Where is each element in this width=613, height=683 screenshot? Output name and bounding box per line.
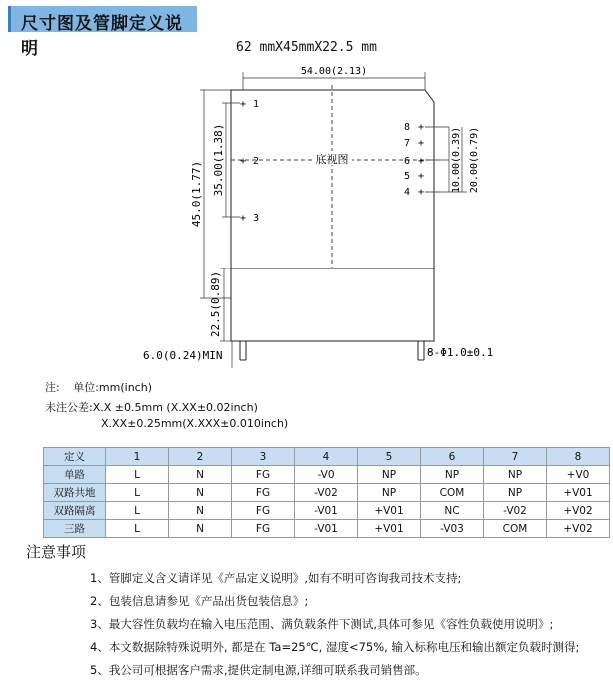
svg-text:+: + <box>417 156 425 167</box>
tolerance-label: 未注公差: <box>45 401 93 414</box>
table-row-label: 单路 <box>44 466 106 484</box>
pin-label-4: 4 <box>403 187 410 198</box>
tolerance-1: X.X ±0.5mm (X.XX±0.02inch) <box>92 401 258 414</box>
table-header: 2 <box>169 448 232 466</box>
side-view-body <box>231 268 434 341</box>
table-cell: L <box>106 466 169 484</box>
table-header: 3 <box>232 448 295 466</box>
section-header <box>8 6 197 59</box>
dim-outer-height: 45.0(1.77) <box>190 160 203 228</box>
table-row-label: 双路共地 <box>44 484 106 502</box>
notice-title: 注意事项 <box>26 543 87 561</box>
table-cell: +V01 <box>358 520 421 538</box>
notice-item-4: 4、本文数据除特殊说明外, 都是在 Ta=25℃, 湿度<75%, 输入标称电压和输出额定负载时测得; <box>90 640 580 654</box>
table-header: 7 <box>484 448 547 466</box>
svg-text:+: + <box>417 187 425 198</box>
table-cell: N <box>169 484 232 502</box>
table-cell: N <box>169 466 232 484</box>
table-cell: L <box>106 484 169 502</box>
table-header: 1 <box>106 448 169 466</box>
table-header: 4 <box>295 448 358 466</box>
table-cell: +V01 <box>358 502 421 520</box>
notice-item-2: 2、包装信息请参见《产品出货包装信息》; <box>90 594 309 608</box>
dim-pin-span: 20.00(0.79) <box>469 126 480 194</box>
pin-label-2: 2 <box>253 156 260 167</box>
table-cell: -V01 <box>295 502 358 520</box>
table-cell: NP <box>484 484 547 502</box>
pin-label-7: 7 <box>403 138 410 149</box>
table-cell: FG <box>232 466 295 484</box>
notice-item-5: 5、我公司可根据客户需求,提供定制电源,详细可联系我司销售部。 <box>90 663 427 677</box>
table-cell: -V0 <box>295 466 358 484</box>
dim-pin-diameter: 8-Φ1.0±0.1 <box>427 346 494 359</box>
table-row-label: 三路 <box>44 520 106 538</box>
pin-label-8: 8 <box>403 122 410 133</box>
pin-label-6: 6 <box>403 156 410 167</box>
svg-text:+: + <box>417 122 425 133</box>
bottom-view-label: 底视图 <box>315 153 349 166</box>
notice-item-1: 1、管脚定义含义请详见《产品定义说明》,如有不明可咨询我司技术支持; <box>90 571 462 585</box>
table-cell: FG <box>232 520 295 538</box>
table-header: 8 <box>547 448 610 466</box>
table-cell: L <box>106 502 169 520</box>
table-cell: FG <box>232 484 295 502</box>
table-cell: N <box>169 502 232 520</box>
svg-text:+: + <box>239 213 247 224</box>
table-cell: -V01 <box>295 520 358 538</box>
side-view-drawing <box>0 268 613 368</box>
svg-text:+: + <box>417 171 425 182</box>
pin-label-3: 3 <box>253 213 260 224</box>
table-cell: L <box>106 520 169 538</box>
dim-pin-length: 6.0(0.24)MIN <box>143 349 223 362</box>
unit-label: 注: <box>45 381 60 394</box>
pin-definition-table <box>43 447 610 538</box>
table-header: 6 <box>421 448 484 466</box>
table-cell: -V02 <box>484 502 547 520</box>
table-cell: N <box>169 520 232 538</box>
table-cell: COM <box>421 484 484 502</box>
table-cell: COM <box>484 520 547 538</box>
tolerance-note-2: X.XX±0.25mm(X.XXX±0.010inch) <box>101 417 289 430</box>
module-size: 62 mmX45mmX22.5 mm <box>236 40 377 55</box>
table-cell: -V03 <box>421 520 484 538</box>
notice-item-3: 3、最大容性负载均在输入电压范围、满负载条件下测试,具体可参见《容性负载使用说明》; <box>90 617 554 631</box>
table-cell: NP <box>358 466 421 484</box>
table-row-label: 双路隔离 <box>44 502 106 520</box>
dim-side-height: 22.5(0.89) <box>209 270 222 338</box>
table-cell: -V02 <box>295 484 358 502</box>
table-cell: +V0 <box>547 466 610 484</box>
table-header-row <box>44 448 610 466</box>
svg-text:+: + <box>239 99 247 110</box>
table-header: 5 <box>358 448 421 466</box>
unit-note <box>45 379 152 395</box>
table-cell: NP <box>358 484 421 502</box>
unit-text: 单位:mm(inch) <box>73 381 152 394</box>
dim-inner-height: 35.00(1.38) <box>212 123 225 197</box>
svg-text:+: + <box>239 156 247 167</box>
page-title: 尺寸图及管脚定义说明 <box>21 14 183 59</box>
table-cell: FG <box>232 502 295 520</box>
table-cell: NP <box>421 466 484 484</box>
table-row <box>44 466 610 484</box>
table-row <box>44 484 610 502</box>
table-cell: +V02 <box>547 502 610 520</box>
table-cell: NC <box>421 502 484 520</box>
svg-text:+: + <box>417 138 425 149</box>
tolerance-note <box>45 399 258 415</box>
table-row <box>44 520 610 538</box>
table-row <box>44 502 610 520</box>
table-header: 定义 <box>44 448 106 466</box>
table-cell: NP <box>484 466 547 484</box>
dim-top-width: 54.00(2.13) <box>300 66 368 77</box>
table-cell: +V02 <box>547 520 610 538</box>
table-cell: +V01 <box>547 484 610 502</box>
dim-pin-pitch: 10.00(0.39) <box>451 126 462 194</box>
pin-label-5: 5 <box>403 171 410 182</box>
pin-label-1: 1 <box>253 99 260 110</box>
